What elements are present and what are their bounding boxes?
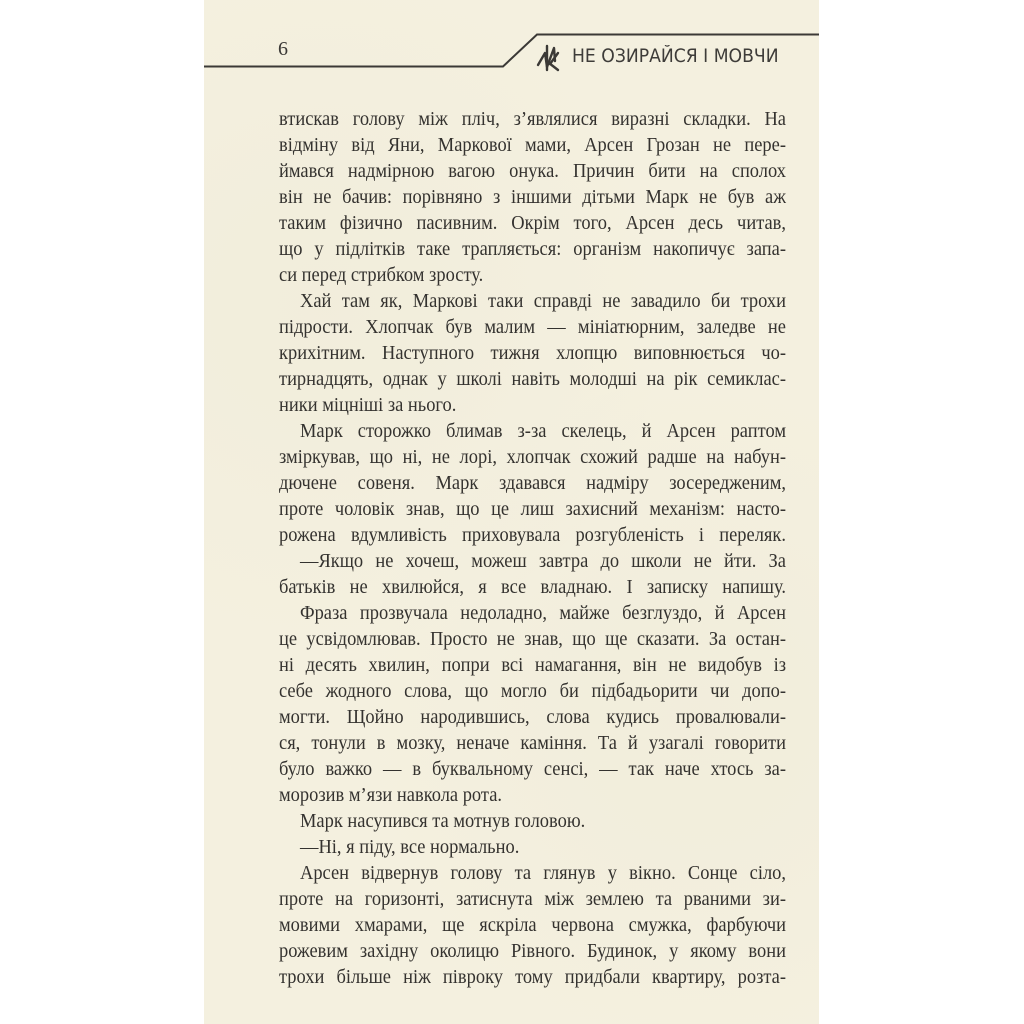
text-line-content: трохи більше ніж півроку тому придбали квартиру, розта- <box>279 966 786 988</box>
text-line <box>279 782 786 808</box>
text-line-content: проте на горизонті, затиснута між землею та рваними зи- <box>279 888 786 910</box>
text-line-content: що у підлітків таке трапляється: організм накопичує запа- <box>279 238 786 260</box>
text-line <box>279 860 786 886</box>
text-line-content: він не бачив: порівняно з іншими дітьми Марк не був аж <box>279 186 786 208</box>
text-line <box>279 496 786 522</box>
text-line-content: Марк насупився та мотнув головою. <box>300 810 586 832</box>
text-line <box>279 678 786 704</box>
text-line <box>279 756 786 782</box>
text-line-content: Арсен відвернув голову та глянув у вікно. Сонце сіло, <box>300 862 786 884</box>
text-line <box>279 886 786 912</box>
text-line <box>279 964 786 990</box>
text-line-content: рожевим західну околицю Рівного. Будинок, у якому вони <box>279 940 786 962</box>
text-line-content: мовими хмарами, ще яскріла червона смужка, фарбуючи <box>279 914 786 936</box>
body-text <box>279 106 786 990</box>
text-line-content: рожена вдумливість приховувала розгубленість і переляк. <box>279 524 786 546</box>
text-line <box>279 938 786 964</box>
text-line-content: ся, тонули в мозку, неначе каміння. Та й узагалі говорити <box>279 732 786 754</box>
text-line <box>279 366 786 392</box>
text-line-content: морозив м’язи навкола рота. <box>279 784 503 806</box>
text-line-content: Хай там як, Маркові таки справді не завадило би трохи <box>300 290 786 312</box>
text-line <box>279 288 786 314</box>
text-line-content: себе жодного слова, що могло би підбадьорити чи допо- <box>279 680 786 702</box>
text-line <box>279 444 786 470</box>
text-line <box>279 626 786 652</box>
page-number: 6 <box>278 38 288 60</box>
text-line <box>279 652 786 678</box>
text-line <box>279 470 786 496</box>
text-line-content: було важко — в буквальному сенсі, — так наче хтось за- <box>279 758 786 780</box>
text-line-content: си перед стрибком зросту. <box>279 264 484 286</box>
text-line-content: —Ні, я піду, все нормально. <box>300 836 520 858</box>
text-line <box>279 392 786 418</box>
text-line <box>279 184 786 210</box>
text-line-content: ймався надмірною вагою онука. Причин бити на сполох <box>279 160 786 182</box>
text-line-content: таким фізично пасивним. Окрім того, Арсен десь читав, <box>279 212 786 234</box>
text-line-content: втискав голову між пліч, з’являлися виразні складки. На <box>279 108 786 130</box>
text-line <box>279 808 786 834</box>
text-line <box>279 704 786 730</box>
text-line-content: батьків не хвилюйся, я все владнаю. І записку напишу. <box>279 576 786 598</box>
text-line <box>279 106 786 132</box>
text-line-content: могти. Щойно народившись, слова кудись провалювали- <box>279 706 786 728</box>
text-line <box>279 340 786 366</box>
text-line-content: ники міцніші за нього. <box>279 394 457 416</box>
book-page <box>204 0 819 1024</box>
text-line <box>279 600 786 626</box>
text-line <box>279 834 786 860</box>
text-line <box>279 158 786 184</box>
text-line-content: зміркував, що ні, не лорі, хлопчак схожий радше на набун- <box>279 446 786 468</box>
publisher-logo-icon <box>536 43 562 73</box>
text-line-content: Марк сторожко блимав з-за скелець, й Арсен раптом <box>300 420 786 442</box>
text-line <box>279 522 786 548</box>
text-line-content: проте чоловік знав, що це лиш захисний механізм: насто- <box>279 498 786 520</box>
text-line-content: ні десять хвилин, попри всі намагання, він не видобув із <box>279 654 786 676</box>
running-title: НЕ ОЗИРАЙСЯ І МОВЧИ <box>572 46 779 67</box>
text-line <box>279 132 786 158</box>
text-line <box>279 730 786 756</box>
text-line-content: це усвідомлював. Просто не знав, що ще сказати. За остан- <box>279 628 786 650</box>
text-line <box>279 418 786 444</box>
text-line <box>279 574 786 600</box>
text-line <box>279 236 786 262</box>
text-line <box>279 210 786 236</box>
text-line-content: Фраза прозвучала недоладно, майже безглуздо, й Арсен <box>300 602 786 624</box>
text-line-content: дючене совеня. Марк здавався надміру зосередженим, <box>279 472 786 494</box>
text-line <box>279 912 786 938</box>
text-line-content: тирнадцять, однак у школі навіть молодші на рік семиклас- <box>279 368 786 390</box>
text-line-content: крихітним. Наступного тижня хлопцю виповнюється чо- <box>279 342 786 364</box>
text-line <box>279 548 786 574</box>
text-line-content: підрости. Хлопчак був малим — мініатюрним, заледве не <box>279 316 786 338</box>
text-line-content: —Якщо не хочеш, можеш завтра до школи не йти. За <box>300 550 786 572</box>
text-line <box>279 262 786 288</box>
text-line <box>279 314 786 340</box>
text-line-content: відміну від Яни, Маркової мами, Арсен Грозан не пере- <box>279 134 786 156</box>
